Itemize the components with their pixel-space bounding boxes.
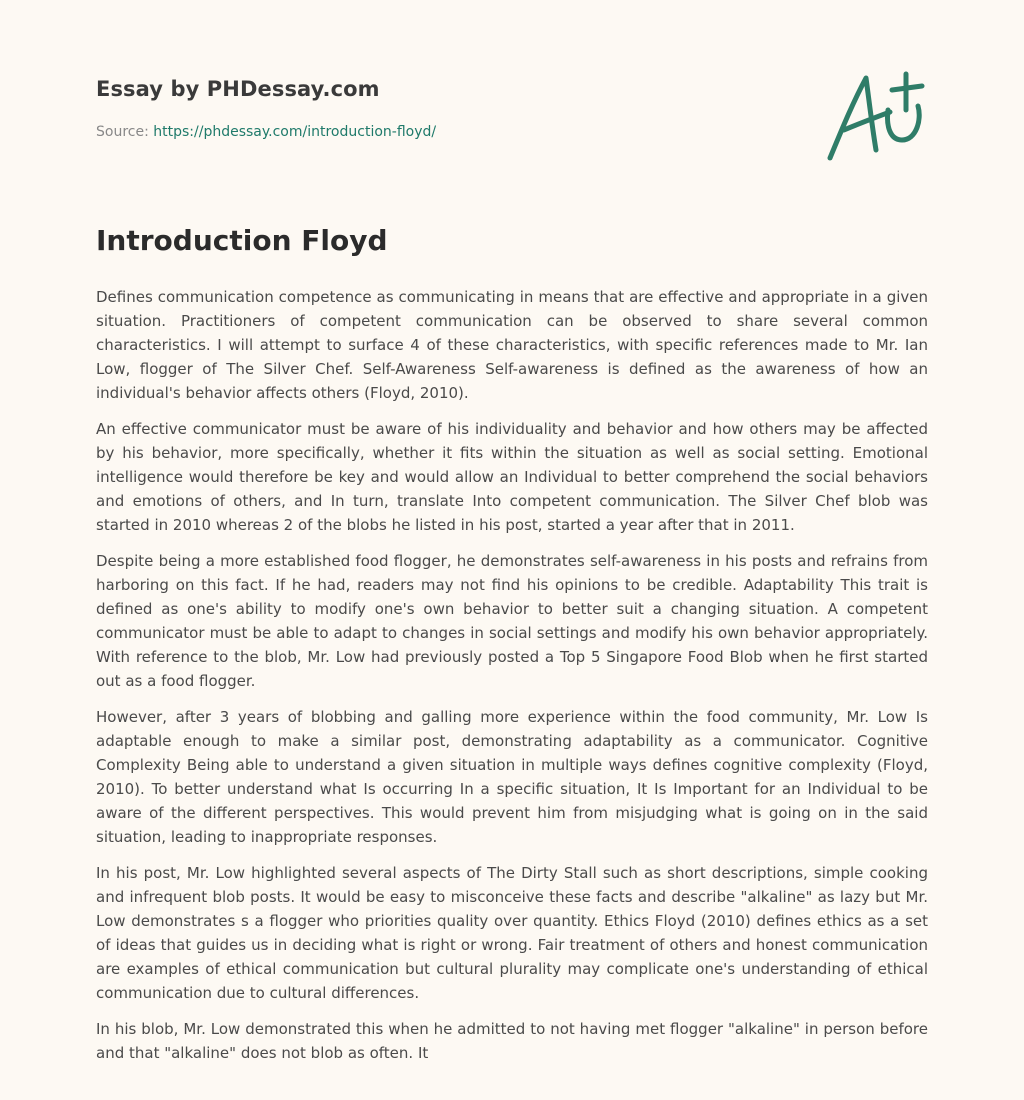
a-plus-grade-icon [822, 64, 932, 168]
essay-title: Introduction Floyd [96, 224, 388, 257]
essay-body [96, 285, 928, 1077]
essay-paragraph: Defines communication competence as communicating in means that are effective and appropriate in a given situation. Practitioners of competent communication can be observed to share several common characteristics. I will attempt to surface 4 of these characteristics, with specific references made to Mr. Ian Low, flogger of The Silver Chef. Self-Awareness Self-awareness is defined as the awareness of how an individual's behavior affects others (Floyd, 2010). [96, 288, 928, 402]
essay-paragraph: An effective communicator must be aware of his individuality and behavior and how others may be affected by his behavior, more specifically, whether it fits within the situation as well as social setting. Emotional intelligence would therefore be key and would allow an Individual to better comprehend the social behaviors and emotions of others, and In turn, translate Into competent communication. The Silver Chef blob was started in 2010 whereas 2 of the blobs he listed in his post, started a year after that in 2011. [96, 420, 928, 534]
source-link[interactable]: https://phdessay.com/introduction-floyd/ [153, 124, 437, 140]
source-line [96, 124, 436, 140]
essay-paragraph: Despite being a more established food flogger, he demonstrates self-awareness in his posts and refrains from harboring on this fact. If he had, readers may not find his opinions to be credible. Adaptability This trait is defined as one's ability to modify one's own behavior to better suit a changing situation. A competent communicator must be able to adapt to changes in social settings and modify his own behavior appropriately. With reference to the blob, Mr. Low had previously posted a Top 5 Singapore Food Blob when he first started out as a food flogger. [96, 552, 928, 690]
essay-paragraph: In his post, Mr. Low highlighted several aspects of The Dirty Stall such as short descriptions, simple cooking and infrequent blob posts. It would be easy to misconceive these facts and describe "alkaline" as lazy but Mr. Low demonstrates s a flogger who priorities quality over quantity. Ethics Floyd (2010) defines ethics as a set of ideas that guides us in deciding what is right or wrong. Fair treatment of others and honest communication are examples of ethical communication but cultural plurality may complicate one's understanding of ethical communication due to cultural differences. [96, 864, 928, 1002]
essay-paragraph: However, after 3 years of blobbing and galling more experience within the food community, Mr. Low Is adaptable enough to make a similar post, demonstrating adaptability as a communicator. Cognitive Complexity Being able to understand a given situation in multiple ways defines cognitive complexity (Floyd, 2010). To better understand what Is occurring In a specific situation, It Is Important for an Individual to be aware of the different perspectives. This would prevent him from misjudging what is going on in the said situation, leading to inappropriate responses. [96, 708, 928, 846]
site-brand: Essay by PHDessay.com [96, 77, 380, 101]
source-label: Source: [96, 124, 149, 140]
essay-paragraph: In his blob, Mr. Low demonstrated this when he admitted to not having met flogger "alkaline" in person before and that "alkaline" does not blob as often. It [96, 1020, 928, 1062]
